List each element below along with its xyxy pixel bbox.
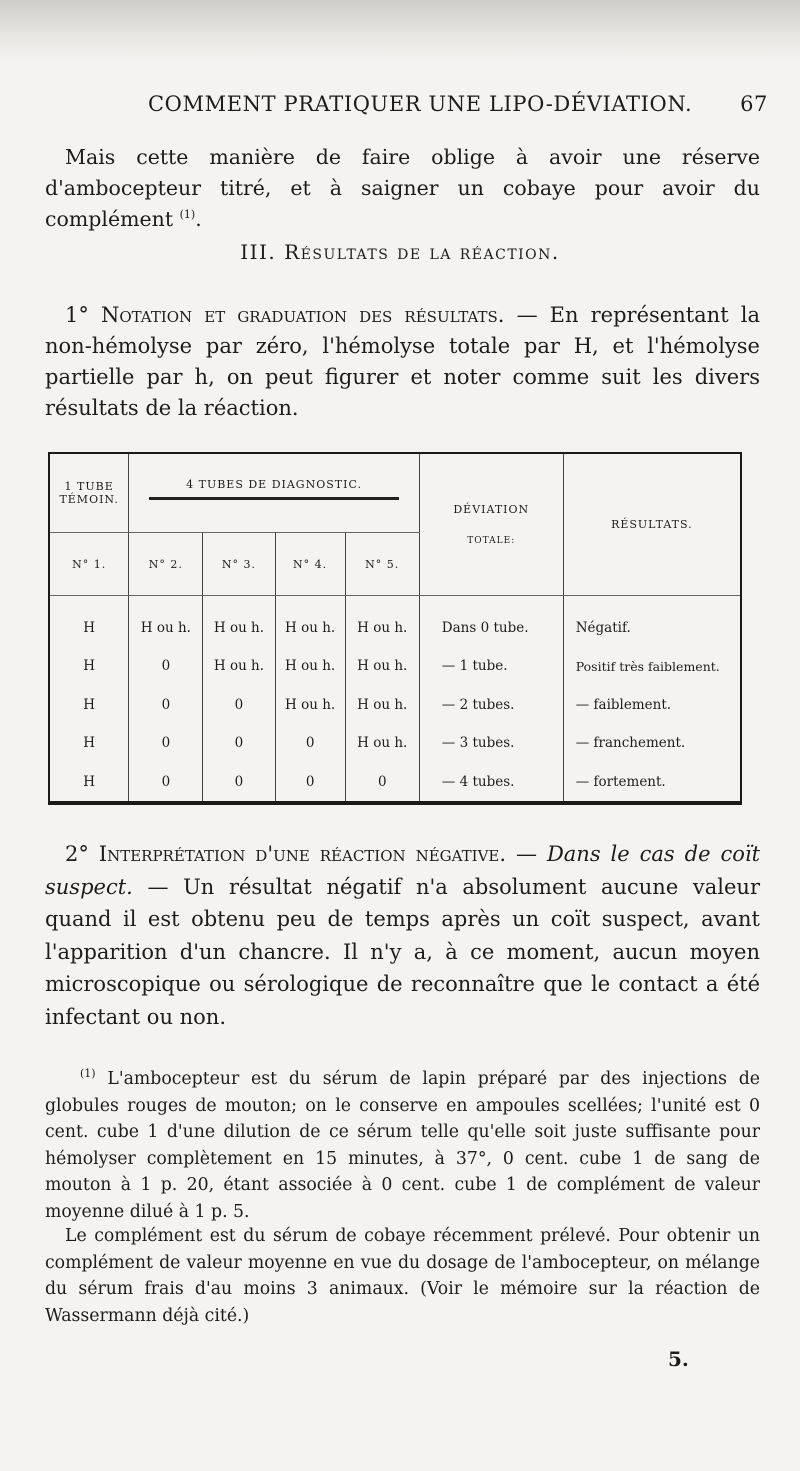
cell-deviation: — 1 tube. (419, 647, 563, 685)
header-resultats: RÉSULTATS. (563, 454, 740, 596)
italic-lead: Dans le cas de coït suspect. (45, 842, 761, 899)
cell-t4: 0 (275, 763, 345, 801)
subsection-heading: 2° Interprétation d'une réaction négative. (65, 842, 507, 866)
cell-t5: H ou h. (345, 596, 419, 648)
cell-resultat: — fortement. (563, 763, 740, 801)
cell-t2: 0 (129, 724, 203, 762)
footnote-continuation: Le complément est du sérum de cobaye récemment prélevé. Pour obtenir un complément de valeur moyenne en vue du dosage de l'ambocepteur, on mélange du sérum frais d'au moins 3 animaux. (Voir le mémoire sur la réaction de Wassermann déjà cité.) (45, 1226, 760, 1326)
cell-resultat: Négatif. (563, 596, 740, 648)
cell-t3: 0 (203, 763, 275, 801)
table-row (50, 596, 740, 648)
footnote-ref: (1) (179, 208, 196, 222)
cell-deviation: Dans 0 tube. (419, 596, 563, 648)
cell-t4: H ou h. (275, 647, 345, 685)
cell-resultat: — faiblement. (563, 686, 740, 724)
paragraph-text: Mais cette manière de faire oblige à avoir une réserve d'ambocepteur titré, et à saigner un cobaye pour avoir du complément (45, 145, 760, 231)
cell-t5: 0 (345, 763, 419, 801)
cell-t2: 0 (129, 763, 203, 801)
cell-t1: H (83, 735, 96, 752)
cell-t3: H ou h. (203, 596, 275, 648)
cell-t1: H (83, 773, 96, 790)
section-title: Résultats de la réaction. (284, 240, 560, 264)
subsection-heading: 1° Notation et graduation des résultats. (65, 303, 505, 327)
brace-line (149, 497, 399, 508)
cell-t4: H ou h. (275, 596, 345, 648)
cell-t1: H (83, 619, 96, 636)
running-title: COMMENT PRATIQUER UNE LIPO-DÉVIATION. (148, 92, 693, 116)
header-tube-2: N° 2. (129, 533, 203, 596)
header-diagnostic-label: 4 TUBES DE DIAGNOSTIC. (186, 478, 362, 491)
section-number: III. (240, 240, 277, 264)
table-row (50, 686, 740, 724)
table-row (50, 724, 740, 762)
cell-t2: H ou h. (129, 596, 203, 648)
cell-t5: H ou h. (345, 686, 419, 724)
footnote-text: L'ambocepteur est du sérum de lapin préparé par des injections de globules rouges de mouton; on le conserve en ampoules scellées; l'unité est 0 cent. cube 1 d'une dilution de ce sérum telle qu'elle soit juste suffisante pour hémolyser complètement en 15 minutes, à 37°, 0 cent. cube 1 de sang de mouton à 1 p. 20, étant associée à 0 cent. cube 1 de complément de valeur moyenne dilué à 1 p. 5. (45, 1069, 761, 1222)
header-temoin: 1 TUBE TÉMOIN. (50, 454, 129, 533)
cell-t4: 0 (275, 724, 345, 762)
table-row (50, 763, 740, 801)
cell-t3: 0 (203, 686, 275, 724)
header-totale-label: TOTALE: (467, 536, 516, 546)
paragraph-text: — Un résultat négatif n'a absolument aucune valeur quand il est obtenu peu de temps après un coït suspect, avant l'apparition d'un chancre. Il n'y a, à ce moment, aucun moyen microscopique ou sérologique de reconnaître que le contact a été infectant ou non. (45, 874, 760, 1029)
cell-resultat: Positif très faiblement. (563, 647, 740, 685)
cell-t5: H ou h. (345, 647, 419, 685)
signature-folio: 5. (668, 1347, 689, 1371)
paragraph-interpretation (45, 838, 760, 1033)
cell-t2: 0 (129, 686, 203, 724)
cell-t1: H (83, 696, 96, 713)
page-number: 67 (740, 92, 768, 116)
paragraph-text: En représentant la non-hémolyse par zéro, l'hémolyse totale par H, et l'hémolyse partielle par h, on peut figurer et noter comme suit les divers résultats de la réaction. (45, 303, 760, 420)
cell-resultat: — franchement. (563, 724, 740, 762)
header-tube-4: N° 4. (275, 533, 345, 596)
paragraph-ambocepteur (45, 142, 760, 235)
header-deviation-label: DÉVIATION (453, 503, 530, 516)
section-heading (0, 240, 800, 264)
header-tube-3: N° 3. (203, 533, 275, 596)
cell-t3: H ou h. (203, 647, 275, 685)
header-tube-5: N° 5. (345, 533, 419, 596)
cell-t4: H ou h. (275, 686, 345, 724)
cell-t5: H ou h. (345, 724, 419, 762)
footnote-marker: (1) (80, 1067, 96, 1081)
cell-t2: 0 (129, 647, 203, 685)
header-diagnostic (129, 454, 419, 533)
paragraph-notation (45, 300, 760, 424)
results-table (48, 452, 742, 805)
header-tube-1: N° 1. (50, 533, 129, 596)
header-deviation (419, 454, 563, 596)
heading-dash: — (504, 303, 550, 327)
cell-deviation: — 4 tubes. (419, 763, 563, 801)
cell-t1: H (83, 658, 96, 675)
cell-t3: 0 (203, 724, 275, 762)
cell-deviation: — 3 tubes. (419, 724, 563, 762)
heading-dash: — (506, 842, 547, 866)
cell-deviation: — 2 tubes. (419, 686, 563, 724)
paragraph-end: . (195, 207, 202, 231)
footnote-1 (45, 1066, 760, 1225)
table-row (50, 647, 740, 685)
scan-edge-shadow (0, 0, 800, 62)
